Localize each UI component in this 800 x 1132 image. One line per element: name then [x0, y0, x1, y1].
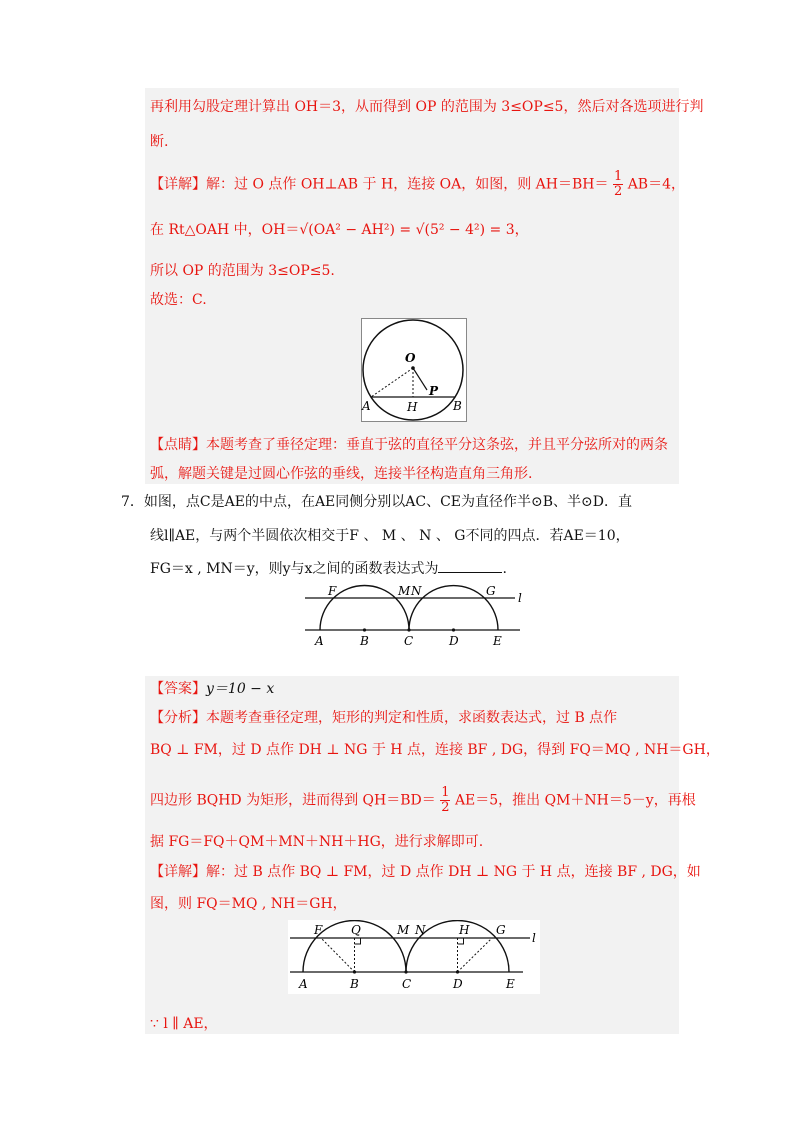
label-O: O	[405, 351, 416, 365]
label-C: C	[402, 977, 412, 991]
choice-line: 故选：C.	[150, 292, 207, 308]
solution-block-6	[145, 88, 679, 484]
label-E: E	[506, 977, 515, 991]
question7-end: .	[502, 561, 507, 577]
label-l: l	[532, 931, 536, 945]
analysis7-text-1: 本题考查垂径定理，矩形的判定和性质，求函数表达式，过 B 点作	[206, 710, 618, 726]
because-line: ∵ l ∥ AE，	[150, 1016, 218, 1032]
label-M: M	[398, 584, 411, 598]
question7-line-3	[150, 558, 507, 579]
comment-line-1	[150, 435, 668, 455]
detail-text-a: 解：过 O 点作 OH⊥AB 于 H，连接 OA，如图，则 AH＝BH＝	[206, 176, 609, 193]
label-H: H	[459, 923, 470, 937]
label-H: H	[407, 400, 418, 414]
detail7-line-1	[150, 862, 701, 882]
label-C: C	[404, 634, 414, 648]
answer-expression: y＝10 − x	[206, 681, 275, 697]
analysis7-text-3b: AE＝5，推出 QM＋NH＝5－y，再根	[454, 792, 696, 809]
comment-line-2: 弧，解题关键是过圆心作弦的垂线，连接半径构造直角三角形.	[150, 466, 533, 482]
analysis7-text-3a: 四边形 BQHD 为矩形，进而得到 QH＝BD＝	[150, 792, 436, 809]
label-F: F	[328, 584, 337, 598]
label-Q: Q	[351, 923, 361, 937]
label-M: M	[397, 923, 410, 937]
analysis7-line-3	[150, 786, 696, 815]
label-D: D	[449, 634, 459, 648]
label-A: A	[315, 634, 324, 648]
label-N: N	[415, 923, 426, 937]
label-F: F	[314, 923, 323, 937]
answer-tag: 【答案】	[150, 681, 206, 697]
detail-text-b: AB＝4，	[627, 176, 685, 193]
comment-text-1: 本题考查了垂径定理：垂直于弦的直径平分这条弦，并且平分弦所对的两条	[206, 437, 668, 453]
label-B: B	[350, 977, 359, 991]
detail7-line-2: 图，则 FQ＝MQ , NH＝GH，	[150, 896, 347, 912]
question7-line-1: 7．如图，点C是AE的中点，在AE同侧分别以AC、CE为直径作半⊙B、半⊙D．直	[121, 494, 633, 510]
detail-tag: 【详解】	[150, 176, 206, 193]
rt-text: 在 Rt△OAH 中，OH＝	[150, 222, 300, 238]
question7-line-2: 线l∥AE，与两个半圆依次相交于F 、 M 、 N 、 G不同的四点．若AE＝10，	[150, 528, 630, 544]
label-B: B	[360, 634, 369, 648]
detail7-tag: 【详解】	[150, 864, 206, 880]
construction-figure	[288, 920, 540, 994]
fraction-half: $\frac{1}{2}$	[613, 169, 623, 199]
range-line: 所以 OP 的范围为 3≤OP≤5.	[150, 263, 335, 279]
label-l: l	[518, 591, 522, 605]
analysis-line-2: 断.	[150, 134, 169, 150]
label-B: B	[453, 399, 462, 413]
question7-text: FG＝x , MN＝y，则y与x之间的函数表达式为	[150, 561, 439, 577]
answer-line	[150, 679, 274, 699]
rt-triangle-line	[150, 220, 529, 240]
analysis-line-1: 再利用勾股定理计算出 OH＝3，从而得到 OP 的范围为 3≤OP≤5，然后对各选项进行判	[150, 99, 704, 115]
analysis7-line-4: 据 FG＝FQ＋QM＋MN＋NH＋HG，进行求解即可.	[150, 834, 484, 850]
label-D: D	[453, 977, 463, 991]
label-A: A	[299, 977, 308, 991]
detail-line	[150, 170, 685, 199]
analysis7-line-2: BQ ⊥ FM，过 D 点作 DH ⊥ NG 于 H 点，连接 BF , DG，得到 FQ＝MQ , NH＝GH，	[150, 742, 720, 758]
label-G: G	[496, 923, 506, 937]
label-A: A	[362, 399, 371, 413]
label-N: N	[411, 584, 422, 598]
analysis-tag: 【分析】	[150, 710, 206, 726]
rt-expression: √(OA² − AH²) = √(5² − 4²) = 3，	[299, 222, 529, 238]
fraction-half-2: $\frac{1}{2}$	[441, 785, 450, 815]
answer-blank	[438, 558, 502, 573]
label-P: P	[429, 384, 439, 398]
detail7-text-1: 解：过 B 点作 BQ ⊥ FM，过 D 点作 DH ⊥ NG 于 H 点，连接 BF , DG，如	[206, 864, 701, 880]
comment-tag: 【点睛】	[150, 437, 206, 453]
circle-figure	[361, 318, 467, 422]
semicircles-figure	[300, 580, 530, 650]
label-G: G	[486, 584, 496, 598]
label-E: E	[493, 634, 502, 648]
analysis7-line-1	[150, 708, 617, 728]
